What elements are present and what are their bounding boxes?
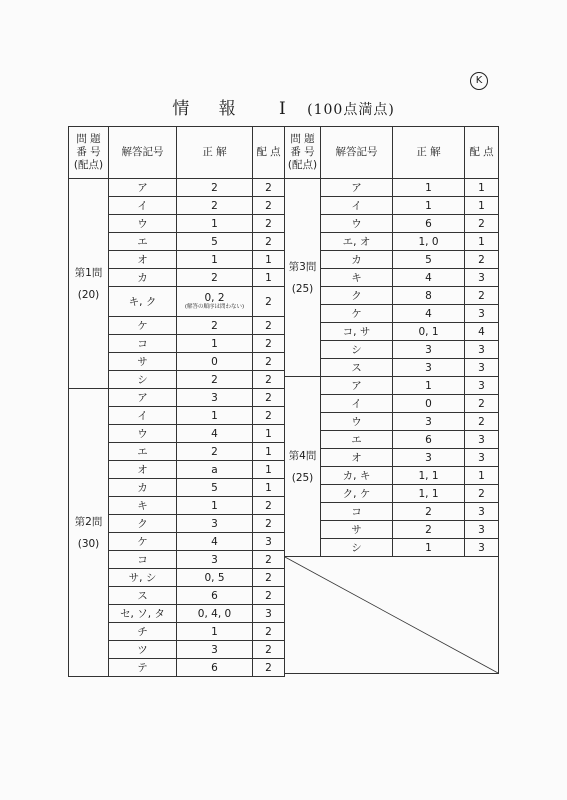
points-cell: 2 (253, 551, 285, 569)
answer-symbol-cell: サ, シ (109, 569, 177, 587)
header-correct-answer: 正 解 (177, 127, 253, 179)
points-cell: 2 (465, 251, 499, 269)
header-no-line3: (配点) (73, 159, 104, 171)
header-points: 配 点 (253, 127, 285, 179)
correct-answer-cell: 1 (393, 197, 465, 215)
title-part-1: 情 (172, 99, 191, 119)
correct-answer-cell: 1 (177, 623, 253, 641)
points-cell: 3 (465, 539, 499, 557)
points-cell: 2 (253, 623, 285, 641)
correct-answer-cell: 1 (177, 407, 253, 425)
answer-symbol-cell: チ (109, 623, 177, 641)
header-points: 配 点 (465, 127, 499, 179)
correct-answer-cell: 1 (393, 539, 465, 557)
section-name: 第3問 (288, 260, 317, 273)
answer-symbol-cell: ス (321, 359, 393, 377)
points-cell: 1 (253, 443, 285, 461)
points-cell: 2 (465, 395, 499, 413)
header-no-line2: 番 号 (76, 146, 101, 158)
correct-answer-cell: 6 (177, 587, 253, 605)
correct-answer-cell: 3 (177, 515, 253, 533)
answer-symbol-cell: カ, キ (321, 467, 393, 485)
section-name: 第2問 (74, 515, 103, 528)
correct-answer-cell: 4 (393, 269, 465, 287)
table-row (69, 179, 285, 197)
points-cell: 2 (465, 485, 499, 503)
header-row (69, 127, 285, 179)
points-cell: 3 (465, 341, 499, 359)
points-cell: 3 (465, 377, 499, 395)
points-cell: 1 (253, 461, 285, 479)
empty-area-cell (285, 557, 499, 674)
correct-answer-cell: 1 (393, 179, 465, 197)
answer-symbol-cell: サ (109, 353, 177, 371)
section-cell (285, 377, 321, 557)
correct-answer-cell: 1 (177, 251, 253, 269)
points-cell: 3 (253, 605, 285, 623)
correct-answer-cell: 1, 1 (393, 485, 465, 503)
answer-symbol-cell: コ (321, 503, 393, 521)
points-cell: 2 (253, 353, 285, 371)
correct-answer-cell: 0 (177, 353, 253, 371)
points-cell: 2 (253, 179, 285, 197)
correct-answer-cell: 5 (177, 233, 253, 251)
section-points: (20) (77, 288, 100, 301)
answer-symbol-cell: カ (109, 479, 177, 497)
answer-symbol-cell: カ (321, 251, 393, 269)
correct-answer-cell: 4 (177, 533, 253, 551)
correct-answer-cell: 2 (177, 443, 253, 461)
answer-symbol-cell: イ (109, 407, 177, 425)
answer-symbol-cell: テ (109, 659, 177, 677)
answer-symbol-cell: オ (109, 461, 177, 479)
answer-table-right (284, 126, 499, 674)
correct-answer-cell: 1 (177, 335, 253, 353)
answer-symbol-cell: シ (321, 539, 393, 557)
header-answer-symbol: 解答記号 (321, 127, 393, 179)
points-cell: 2 (253, 497, 285, 515)
correct-answer-cell: 1 (177, 215, 253, 233)
answer-symbol-cell: ウ (321, 215, 393, 233)
header-row (285, 127, 499, 179)
points-cell: 2 (253, 215, 285, 233)
correct-answer-cell: 3 (393, 413, 465, 431)
answer-symbol-cell: ク (109, 515, 177, 533)
section-cell (69, 179, 109, 389)
correct-answer-cell: 4 (177, 425, 253, 443)
table-row (285, 377, 499, 395)
answer-symbol-cell: コ (109, 335, 177, 353)
points-cell: 2 (253, 197, 285, 215)
correct-answer-cell: 1, 0 (393, 233, 465, 251)
points-cell: 2 (253, 407, 285, 425)
answer-symbol-cell: ケ (109, 317, 177, 335)
correct-answer-cell (177, 287, 253, 317)
correct-answer-cell: 3 (177, 551, 253, 569)
answer-symbol-cell: キ (321, 269, 393, 287)
header-no-line1: 問 題 (76, 133, 101, 145)
points-cell: 2 (253, 659, 285, 677)
answer-symbol-cell: セ, ソ, タ (109, 605, 177, 623)
points-cell: 3 (465, 305, 499, 323)
answer-symbol-cell: ア (109, 179, 177, 197)
correct-answer-cell: 2 (177, 269, 253, 287)
answer-symbol-cell: サ (321, 521, 393, 539)
points-cell: 1 (465, 467, 499, 485)
correct-answer-cell: 3 (393, 449, 465, 467)
answer-symbol-cell: ウ (109, 215, 177, 233)
points-cell: 2 (253, 317, 285, 335)
correct-answer-cell: 0, 1 (393, 323, 465, 341)
answer-symbol-cell: オ (109, 251, 177, 269)
page-title (0, 94, 567, 119)
answer-symbol-cell: コ (109, 551, 177, 569)
correct-answer-cell: 8 (393, 287, 465, 305)
header-no-line1: 問 題 (290, 133, 315, 145)
correct-answer-cell: 0, 4, 0 (177, 605, 253, 623)
answer-symbol-cell: エ (109, 233, 177, 251)
points-cell: 2 (253, 569, 285, 587)
correct-answer-cell: 2 (177, 179, 253, 197)
answer-symbol-cell: ケ (109, 533, 177, 551)
points-cell: 2 (253, 287, 285, 317)
correct-answer-cell: 2 (177, 371, 253, 389)
points-cell: 2 (253, 515, 285, 533)
points-cell: 2 (465, 413, 499, 431)
answer-symbol-cell: エ, オ (321, 233, 393, 251)
points-cell: 1 (253, 425, 285, 443)
answer-symbol-cell: ア (321, 179, 393, 197)
correct-answer-cell: 6 (393, 215, 465, 233)
answer-symbol-cell: イ (321, 395, 393, 413)
correct-answer-cell: 6 (177, 659, 253, 677)
correct-answer-cell: 2 (393, 503, 465, 521)
points-cell: 2 (465, 287, 499, 305)
answer-value: 0, 2 (204, 292, 225, 304)
answer-symbol-cell: シ (321, 341, 393, 359)
correct-answer-cell: 4 (393, 305, 465, 323)
correct-answer-cell: 5 (177, 479, 253, 497)
section-points: (30) (77, 537, 100, 550)
section-cell (285, 179, 321, 377)
title-part-2: 報 (218, 99, 237, 119)
answer-symbol-cell: ク, ケ (321, 485, 393, 503)
points-cell: 2 (465, 215, 499, 233)
header-question-no (285, 127, 321, 179)
answer-symbol-cell: イ (109, 197, 177, 215)
header-no-line2: 番 号 (290, 146, 315, 158)
table-row (69, 389, 285, 407)
header-correct-answer: 正 解 (393, 127, 465, 179)
points-cell: 3 (465, 359, 499, 377)
correct-answer-cell: 3 (393, 359, 465, 377)
correct-answer-cell: 0 (393, 395, 465, 413)
answer-symbol-cell: ク (321, 287, 393, 305)
header-question-no (69, 127, 109, 179)
points-cell: 1 (465, 233, 499, 251)
k-circle-mark: K (470, 72, 488, 90)
answer-symbol-cell: オ (321, 449, 393, 467)
points-cell: 2 (253, 389, 285, 407)
section-name: 第4問 (288, 449, 317, 462)
points-cell: 3 (465, 431, 499, 449)
correct-answer-cell: 6 (393, 431, 465, 449)
answer-table-left (68, 126, 285, 677)
diagonal-line (285, 557, 498, 673)
correct-answer-cell: 3 (177, 389, 253, 407)
correct-answer-cell: 2 (177, 317, 253, 335)
header-no-line3: (配点) (287, 159, 318, 171)
points-cell: 3 (465, 449, 499, 467)
answer-symbol-cell: シ (109, 371, 177, 389)
answer-symbol-cell: ア (321, 377, 393, 395)
answer-symbol-cell: ツ (109, 641, 177, 659)
points-cell: 3 (253, 533, 285, 551)
answer-symbol-cell: イ (321, 197, 393, 215)
section-points: (25) (291, 471, 314, 484)
correct-answer-cell: 1, 1 (393, 467, 465, 485)
answer-symbol-cell: ケ (321, 305, 393, 323)
correct-answer-cell: a (177, 461, 253, 479)
points-cell: 1 (253, 269, 285, 287)
correct-answer-cell: 1 (393, 377, 465, 395)
empty-area-row (285, 557, 499, 674)
points-cell: 2 (253, 233, 285, 251)
points-cell: 1 (253, 251, 285, 269)
answer-symbol-cell: ア (109, 389, 177, 407)
points-cell: 2 (253, 641, 285, 659)
points-cell: 3 (465, 269, 499, 287)
answer-symbol-cell: カ (109, 269, 177, 287)
section-points: (25) (291, 282, 314, 295)
points-cell: 1 (253, 479, 285, 497)
answer-symbol-cell: キ (109, 497, 177, 515)
correct-answer-cell: 1 (177, 497, 253, 515)
answer-symbol-cell: ス (109, 587, 177, 605)
points-cell: 3 (465, 521, 499, 539)
table-row (285, 179, 499, 197)
answer-symbol-cell: エ (321, 431, 393, 449)
answer-symbol-cell: コ, サ (321, 323, 393, 341)
points-cell: 2 (253, 587, 285, 605)
correct-answer-cell: 2 (393, 521, 465, 539)
points-cell: 1 (465, 197, 499, 215)
correct-answer-cell: 5 (393, 251, 465, 269)
correct-answer-cell: 2 (177, 197, 253, 215)
answer-note: (解答の順序は問わない) (184, 304, 245, 310)
points-cell: 4 (465, 323, 499, 341)
answer-symbol-cell: エ (109, 443, 177, 461)
points-cell: 1 (465, 179, 499, 197)
title-part-3: I (279, 99, 287, 119)
correct-answer-cell: 0, 5 (177, 569, 253, 587)
section-name: 第1問 (74, 266, 103, 279)
header-answer-symbol: 解答記号 (109, 127, 177, 179)
points-cell: 3 (465, 503, 499, 521)
correct-answer-cell: 3 (393, 341, 465, 359)
answer-symbol-cell: ウ (321, 413, 393, 431)
section-cell (69, 389, 109, 677)
title-part-4: (100点満点) (307, 102, 395, 118)
answer-symbol-cell: ウ (109, 425, 177, 443)
points-cell: 2 (253, 371, 285, 389)
correct-answer-cell: 3 (177, 641, 253, 659)
points-cell: 2 (253, 335, 285, 353)
answer-symbol-cell: キ, ク (109, 287, 177, 317)
